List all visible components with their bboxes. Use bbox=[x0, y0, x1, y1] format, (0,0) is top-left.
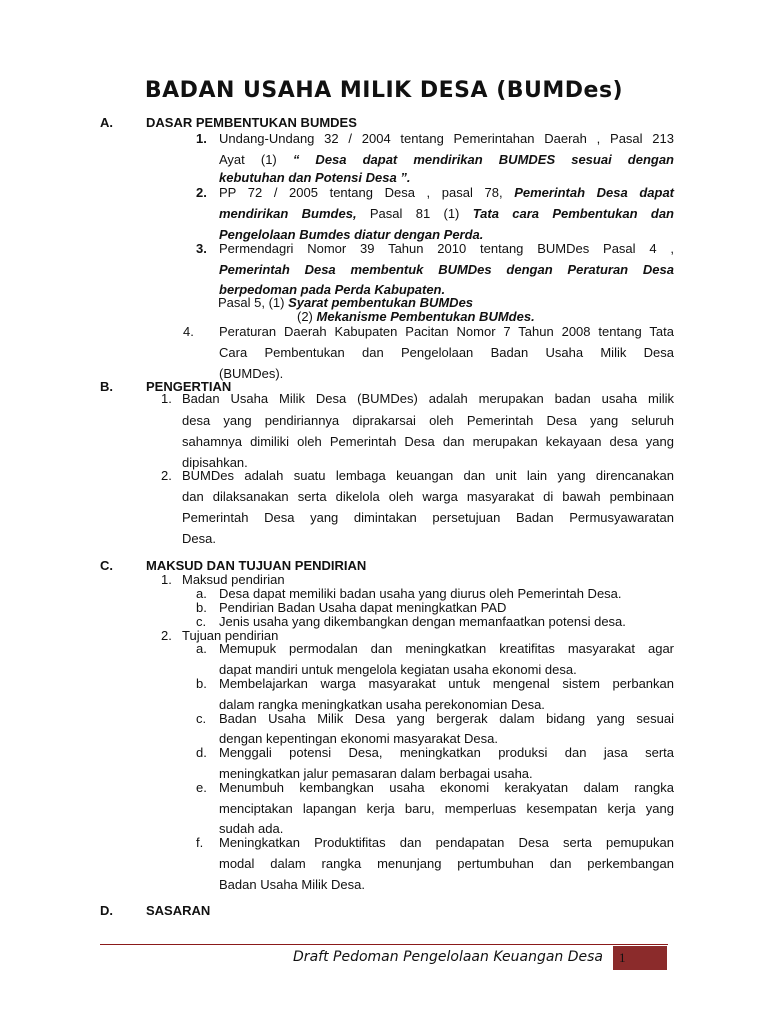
a-item-number: 4. bbox=[183, 324, 194, 339]
maksud-letter: a. bbox=[196, 586, 207, 601]
section-d-heading: SASARAN bbox=[146, 903, 211, 918]
tujuan-line: modal dalam rangka menunjang pertumbuhan dan perkembangan bbox=[219, 856, 674, 871]
tujuan-line: meningkatkan jalur pemasaran dalam berbagai usaha. bbox=[219, 766, 533, 781]
tujuan-line: dalam rangka meningkatkan usaha perekonomian Desa. bbox=[219, 697, 545, 712]
b2-line: Desa. bbox=[182, 531, 216, 546]
a3-line-plain: (2) bbox=[297, 309, 317, 324]
section-b-heading: PENGERTIAN bbox=[146, 379, 232, 394]
a1-line: kebutuhan dan Potensi Desa ”. bbox=[219, 170, 411, 185]
a3-line bbox=[218, 295, 473, 310]
b1-line: dipisahkan. bbox=[182, 455, 248, 470]
b2-line: Pemerintah Desa yang dimintakan persetujuan Badan Permusyawaratan bbox=[182, 510, 674, 525]
a2-line-emphasis: Pemerintah Desa dapat bbox=[514, 185, 675, 200]
a3-line bbox=[297, 309, 535, 324]
c-item-number: 1. bbox=[161, 572, 172, 587]
a-item-number: 2. bbox=[196, 185, 207, 200]
a3-line-emphasis: Mekanisme Pembentukan BUMdes. bbox=[316, 309, 535, 324]
maksud-text: Desa dapat memiliki badan usaha yang diurus oleh Pemerintah Desa. bbox=[219, 586, 622, 601]
a3-line: Permendagri Nomor 39 Tahun 2010 tentang BUMDes Pasal 4 , bbox=[219, 241, 674, 256]
section-d-letter: D. bbox=[100, 903, 113, 918]
a1-line-plain: Ayat (1) bbox=[219, 152, 293, 167]
a2-line bbox=[219, 185, 674, 200]
a2-line-emphasis: mendirikan Bumdes, bbox=[219, 206, 370, 221]
a3-line-plain: Pasal 5, (1) bbox=[218, 295, 289, 310]
b1-line: Badan Usaha Milik Desa (BUMDes) adalah merupakan badan usaha milik bbox=[182, 391, 674, 406]
a3-line: berpedoman pada Perda Kabupaten. bbox=[219, 282, 446, 297]
maksud-letter: b. bbox=[196, 600, 207, 615]
tujuan-line: Memupuk permodalan dan meningkatkan kreatifitas masyarakat agar bbox=[219, 641, 674, 656]
maksud-letter: c. bbox=[196, 614, 207, 629]
tujuan-letter: b. bbox=[196, 676, 207, 691]
tujuan-line: dengan kepentingan ekonomi masyarakat Desa. bbox=[219, 731, 498, 746]
a-item-number: 1. bbox=[196, 131, 207, 146]
tujuan-line: Badan Usaha Milik Desa yang bergerak dalam bidang yang sesuai bbox=[219, 711, 674, 726]
maksud-text: Pendirian Badan Usaha dapat meningkatkan PAD bbox=[219, 600, 507, 615]
footer-title: Draft Pedoman Pengelolaan Keuangan Desa bbox=[293, 949, 603, 965]
a2-line bbox=[219, 206, 674, 221]
tujuan-line: Menggali potensi Desa, meningkatkan produksi dan jasa serta bbox=[219, 745, 674, 760]
a1-line: Undang-Undang 32 / 2004 tentang Pemerintahan Daerah , Pasal 213 bbox=[219, 131, 674, 146]
tujuan-letter: f. bbox=[196, 835, 204, 850]
tujuan-line: Menumbuh kembangkan usaha ekonomi kerakyatan dalam rangka bbox=[219, 780, 674, 795]
tujuan-letter: a. bbox=[196, 641, 207, 656]
a4-line: Cara Pembentukan dan Pengelolaan Badan Usaha Milik Desa bbox=[219, 345, 674, 360]
a2-line: Pengelolaan Bumdes diatur dengan Perda. bbox=[219, 227, 484, 242]
tujuan-line: dapat mandiri untuk mengelola kegiatan usaha ekonomi desa. bbox=[219, 662, 577, 677]
a2-line-plain: PP 72 / 2005 tentang Desa , pasal 78, bbox=[219, 185, 515, 200]
a4-line: (BUMDes). bbox=[219, 366, 284, 381]
b1-line: desa yang pendiriannya diprakarsai oleh Pemerintah Desa yang seluruh bbox=[182, 413, 674, 428]
section-a-heading: DASAR PEMBENTUKAN BUMDES bbox=[146, 115, 357, 130]
a2-line-plain: Pasal 81 (1) bbox=[369, 206, 473, 221]
section-c-heading: MAKSUD DAN TUJUAN PENDIRIAN bbox=[146, 558, 367, 573]
a1-line-emphasis: “ Desa dapat mendirikan BUMDES sesuai dengan bbox=[292, 152, 674, 167]
a4-line: Peraturan Daerah Kabupaten Pacitan Nomor 7 Tahun 2008 tentang Tata bbox=[219, 324, 674, 339]
maksud-text: Jenis usaha yang dikembangkan dengan memanfaatkan potensi desa. bbox=[219, 614, 626, 629]
a3-line: Pemerintah Desa membentuk BUMDes dengan Peraturan Desa bbox=[219, 262, 674, 277]
b2-line: BUMDes adalah suatu lembaga keuangan dan unit lain yang direncanakan bbox=[182, 468, 674, 483]
section-b-letter: B. bbox=[100, 379, 113, 394]
b2-line: dan dilaksanakan serta dikelola oleh warga masyarakat di bawah pembinaan bbox=[182, 489, 674, 504]
maksud-label: Maksud pendirian bbox=[182, 572, 285, 587]
section-c-letter: C. bbox=[100, 558, 113, 573]
tujuan-line: Membelajarkan warga masyarakat untuk mengenal sistem perbankan bbox=[219, 676, 674, 691]
a1-line bbox=[219, 152, 674, 167]
tujuan-line: Badan Usaha Milik Desa. bbox=[219, 877, 365, 892]
tujuan-letter: e. bbox=[196, 780, 207, 795]
tujuan-line: Meningkatkan Produktifitas dan pendapatan Desa serta pemupukan bbox=[219, 835, 674, 850]
section-a-letter: A. bbox=[100, 115, 113, 130]
document-title: BADAN USAHA MILIK DESA (BUMDes) bbox=[144, 78, 624, 103]
tujuan-letter: d. bbox=[196, 745, 207, 760]
a3-line-emphasis: Syarat pembentukan BUMDes bbox=[288, 295, 474, 310]
b-item-number: 2. bbox=[161, 468, 172, 483]
b-item-number: 1. bbox=[161, 391, 172, 406]
tujuan-line: menciptakan lapangan kerja baru, memperluas kesempatan kerja yang bbox=[219, 801, 674, 816]
a-item-number: 3. bbox=[196, 241, 207, 256]
tujuan-line: sudah ada. bbox=[219, 821, 284, 836]
c-item-number: 2. bbox=[161, 628, 172, 643]
b1-line: sahamnya dimiliki oleh Pemerintah Desa dan merupakan kekayaan desa yang bbox=[182, 434, 674, 449]
tujuan-letter: c. bbox=[196, 711, 207, 726]
page-number: 1 bbox=[613, 946, 667, 970]
tujuan-label: Tujuan pendirian bbox=[182, 628, 279, 643]
a2-line-emphasis: Tata cara Pembentukan dan bbox=[472, 206, 674, 221]
footer-divider bbox=[100, 944, 668, 945]
